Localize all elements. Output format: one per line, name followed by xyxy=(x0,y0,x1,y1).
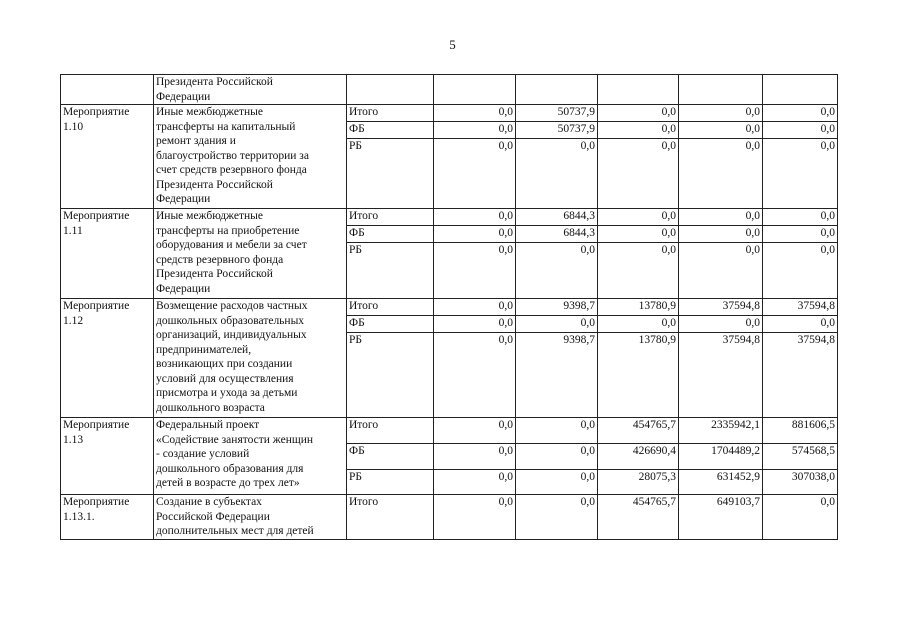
amount-value: 0,0 xyxy=(661,140,676,152)
funding-source: ФБ xyxy=(349,227,365,239)
funding-source: Итого xyxy=(349,106,379,118)
value-cell xyxy=(679,105,763,122)
amount-value: 0,0 xyxy=(580,140,595,152)
description-line: Президента Российской xyxy=(156,178,273,191)
amount-value: 0,0 xyxy=(745,210,760,222)
funding-source: Итого xyxy=(349,419,379,431)
amount-value: 0,0 xyxy=(745,123,760,135)
value-cell xyxy=(763,470,838,495)
funding-source-cell xyxy=(347,122,434,139)
amount-value: 0,0 xyxy=(661,317,676,329)
amount-value: 574568,5 xyxy=(791,445,835,457)
amount-value: 631452,9 xyxy=(716,471,760,483)
value-cell xyxy=(598,333,679,418)
amount-value: 426690,4 xyxy=(632,445,676,457)
amount-value: 0,0 xyxy=(661,244,676,256)
description-line: трансферты на капитальный xyxy=(156,120,296,133)
funding-source-cell xyxy=(347,495,434,540)
value-cell xyxy=(434,495,516,540)
value-cell xyxy=(598,470,679,495)
amount-value: 0,0 xyxy=(661,106,676,118)
amount-value: 0,0 xyxy=(498,317,513,329)
value-cell xyxy=(763,209,838,226)
amount-value: 1704489,2 xyxy=(711,445,760,457)
funding-source-cell xyxy=(347,226,434,243)
table-row xyxy=(61,209,838,226)
description-line: ремонт здания и xyxy=(156,135,236,147)
amount-value: 0,0 xyxy=(820,496,835,508)
activity-label-line: 1.11 xyxy=(63,224,83,237)
value-cell xyxy=(598,122,679,139)
description-line: присмотра и ухода за детьми xyxy=(156,387,298,399)
activity-description-cell xyxy=(154,105,347,209)
description-line: Иные межбюджетные xyxy=(156,210,263,222)
activity-label-line: 1.12 xyxy=(63,314,84,327)
funding-source-cell xyxy=(347,418,434,444)
description-line: дошкольного образования для xyxy=(156,462,304,475)
table-row xyxy=(61,105,838,122)
activity-label-cell xyxy=(61,495,154,540)
activity-description-cell xyxy=(154,495,347,540)
value-cell xyxy=(679,418,763,444)
amount-value: 0,0 xyxy=(580,317,595,329)
amount-value: 0,0 xyxy=(498,123,513,135)
page-number: 5 xyxy=(449,37,456,52)
amount-value: 0,0 xyxy=(820,227,835,239)
funding-source-cell xyxy=(347,316,434,333)
funding-source-cell xyxy=(347,209,434,226)
amount-value: 37594,8 xyxy=(797,300,835,312)
amount-value: 0,0 xyxy=(820,210,835,222)
amount-value: 28075,3 xyxy=(638,471,676,483)
funding-source: ФБ xyxy=(349,123,365,135)
description-line: Федерации xyxy=(156,90,211,103)
value-cell xyxy=(598,316,679,333)
value-cell xyxy=(434,75,516,105)
description-line: Президента Российской xyxy=(156,76,273,88)
source-cell xyxy=(347,75,434,105)
value-cell xyxy=(763,495,838,540)
funding-source: РБ xyxy=(349,471,362,483)
activity-description-cell xyxy=(154,299,347,418)
value-cell xyxy=(679,495,763,540)
value-cell xyxy=(763,444,838,470)
table-row xyxy=(61,299,838,316)
description-line: - создание условий xyxy=(156,448,250,460)
value-cell xyxy=(516,122,598,139)
amount-value: 0,0 xyxy=(498,300,513,312)
activity-description-cell xyxy=(154,75,347,105)
value-cell xyxy=(434,243,516,299)
continuation-row xyxy=(61,75,838,105)
value-cell xyxy=(516,243,598,299)
value-cell xyxy=(516,139,598,209)
value-cell xyxy=(679,470,763,495)
value-cell xyxy=(763,316,838,333)
value-cell xyxy=(598,495,679,540)
funding-source: Итого xyxy=(349,300,379,312)
amount-value: 307038,0 xyxy=(791,471,835,483)
value-cell xyxy=(598,75,679,105)
amount-value: 0,0 xyxy=(498,210,513,222)
value-cell xyxy=(434,209,516,226)
value-cell xyxy=(598,139,679,209)
description-line: Иные межбюджетные xyxy=(156,106,263,118)
value-cell xyxy=(679,333,763,418)
amount-value: 0,0 xyxy=(661,123,676,135)
amount-value: 0,0 xyxy=(820,317,835,329)
budget-table xyxy=(60,74,838,540)
funding-source: РБ xyxy=(349,244,362,256)
value-cell xyxy=(763,333,838,418)
amount-value: 0,0 xyxy=(580,471,595,483)
description-line: оборудования и мебели за счет xyxy=(156,239,307,251)
activity-description-cell xyxy=(154,209,347,299)
description-line: возникающих при создании xyxy=(156,358,293,370)
description-line: Федеральный проект xyxy=(156,419,260,431)
description-line: трансферты на приобретение xyxy=(156,224,300,237)
amount-value: 0,0 xyxy=(498,445,513,457)
value-cell xyxy=(763,299,838,316)
funding-source: РБ xyxy=(349,334,362,346)
description-line: Возмещение расходов частных xyxy=(156,300,308,312)
value-cell xyxy=(516,470,598,495)
value-cell xyxy=(763,105,838,122)
value-cell xyxy=(598,243,679,299)
value-cell xyxy=(434,105,516,122)
value-cell xyxy=(516,299,598,316)
funding-source: РБ xyxy=(349,140,362,152)
value-cell xyxy=(434,122,516,139)
description-line: счет средств резервного фонда xyxy=(156,164,307,176)
amount-value: 649103,7 xyxy=(716,496,760,508)
amount-value: 50737,9 xyxy=(557,123,595,135)
funding-source-cell xyxy=(347,299,434,316)
table-row xyxy=(61,495,838,540)
funding-source: Итого xyxy=(349,496,379,508)
value-cell xyxy=(598,105,679,122)
amount-value: 37594,8 xyxy=(722,334,760,346)
amount-value: 0,0 xyxy=(580,496,595,508)
funding-source-cell xyxy=(347,243,434,299)
amount-value: 0,0 xyxy=(745,244,760,256)
description-line: Президента Российской xyxy=(156,268,273,280)
amount-value: 0,0 xyxy=(745,317,760,329)
amount-value: 0,0 xyxy=(745,140,760,152)
value-cell xyxy=(516,418,598,444)
value-cell xyxy=(598,418,679,444)
amount-value: 0,0 xyxy=(820,244,835,256)
description-line: дошкольного возраста xyxy=(156,401,265,414)
amount-value: 0,0 xyxy=(661,227,676,239)
amount-value: 9398,7 xyxy=(563,334,595,346)
value-cell xyxy=(763,243,838,299)
description-line: дошкольных образовательных xyxy=(156,314,305,327)
amount-value: 37594,8 xyxy=(722,300,760,312)
amount-value: 13780,9 xyxy=(638,300,676,312)
description-line: средств резервного фонда xyxy=(156,253,284,266)
value-cell xyxy=(516,105,598,122)
amount-value: 0,0 xyxy=(745,227,760,239)
value-cell xyxy=(598,209,679,226)
funding-source-cell xyxy=(347,444,434,470)
activity-label-cell xyxy=(61,209,154,299)
amount-value: 0,0 xyxy=(498,227,513,239)
activity-label-line: Мероприятие xyxy=(63,419,130,431)
value-cell xyxy=(679,243,763,299)
amount-value: 0,0 xyxy=(580,445,595,457)
activity-label-line: 1.10 xyxy=(63,120,84,133)
activity-label-line: Мероприятие xyxy=(63,300,130,312)
activity-label-cell xyxy=(61,105,154,209)
value-cell xyxy=(516,444,598,470)
value-cell xyxy=(679,209,763,226)
value-cell xyxy=(434,316,516,333)
description-line: Российской Федерации xyxy=(156,510,270,523)
description-line: предпринимателей, xyxy=(156,343,252,356)
amount-value: 6844,3 xyxy=(563,227,595,239)
budget-table-body xyxy=(61,75,838,540)
funding-source-cell xyxy=(347,105,434,122)
funding-source: ФБ xyxy=(349,317,365,329)
description-line: дополнительных мест для детей xyxy=(156,525,314,537)
activity-label-line: Мероприятие xyxy=(63,106,130,118)
amount-value: 0,0 xyxy=(580,419,595,431)
value-cell xyxy=(434,333,516,418)
value-cell xyxy=(516,495,598,540)
amount-value: 0,0 xyxy=(498,140,513,152)
table-row xyxy=(61,418,838,444)
amount-value: 0,0 xyxy=(820,123,835,135)
value-cell xyxy=(763,75,838,105)
funding-source-cell xyxy=(347,470,434,495)
description-line: условий для осуществления xyxy=(156,372,294,385)
description-line: Федерации xyxy=(156,282,211,295)
value-cell xyxy=(434,418,516,444)
amount-value: 0,0 xyxy=(498,496,513,508)
value-cell xyxy=(679,75,763,105)
funding-source-cell xyxy=(347,139,434,209)
value-cell xyxy=(679,444,763,470)
value-cell xyxy=(679,316,763,333)
value-cell xyxy=(516,226,598,243)
amount-value: 37594,8 xyxy=(797,334,835,346)
description-line: Федерации xyxy=(156,193,211,205)
value-cell xyxy=(434,299,516,316)
amount-value: 0,0 xyxy=(498,334,513,346)
amount-value: 9398,7 xyxy=(563,300,595,312)
activity-label-line: 1.13.1. xyxy=(63,510,95,523)
value-cell xyxy=(434,470,516,495)
activity-label-line: 1.13 xyxy=(63,433,84,446)
value-cell xyxy=(516,75,598,105)
amount-value: 13780,9 xyxy=(638,334,676,346)
activity-label-line: Мероприятие xyxy=(63,496,130,508)
value-cell xyxy=(679,122,763,139)
description-line: организаций, индивидуальных xyxy=(156,329,307,341)
funding-source: Итого xyxy=(349,210,379,222)
funding-source-cell xyxy=(347,333,434,418)
activity-label-line: Мероприятие xyxy=(63,210,130,222)
amount-value: 881606,5 xyxy=(791,419,835,431)
value-cell xyxy=(679,139,763,209)
amount-value: 0,0 xyxy=(745,106,760,118)
amount-value: 0,0 xyxy=(498,244,513,256)
amount-value: 454765,7 xyxy=(632,496,676,508)
description-line: детей в возрасте до трех лет» xyxy=(156,477,300,489)
value-cell xyxy=(763,122,838,139)
value-cell xyxy=(598,444,679,470)
activity-description-cell xyxy=(154,418,347,495)
description-line: благоустройство территории за xyxy=(156,149,309,162)
value-cell xyxy=(598,226,679,243)
value-cell xyxy=(516,209,598,226)
value-cell xyxy=(763,226,838,243)
amount-value: 0,0 xyxy=(580,244,595,256)
value-cell xyxy=(434,226,516,243)
activity-label-cell xyxy=(61,299,154,418)
amount-value: 6844,3 xyxy=(563,210,595,222)
value-cell xyxy=(516,316,598,333)
value-cell xyxy=(763,418,838,444)
value-cell xyxy=(434,444,516,470)
amount-value: 0,0 xyxy=(498,471,513,483)
value-cell xyxy=(763,139,838,209)
amount-value: 0,0 xyxy=(820,106,835,118)
amount-value: 0,0 xyxy=(661,210,676,222)
description-line: Создание в субъектах xyxy=(156,496,262,508)
funding-source: ФБ xyxy=(349,445,365,457)
amount-value: 50737,9 xyxy=(557,106,595,118)
amount-value: 0,0 xyxy=(498,106,513,118)
amount-value: 0,0 xyxy=(498,419,513,431)
amount-value: 0,0 xyxy=(820,140,835,152)
value-cell xyxy=(516,333,598,418)
activity-label-cell xyxy=(61,75,154,105)
amount-value: 454765,7 xyxy=(632,419,676,431)
description-line: «Содействие занятости женщин xyxy=(156,433,314,446)
activity-label-cell xyxy=(61,418,154,495)
value-cell xyxy=(434,139,516,209)
value-cell xyxy=(679,226,763,243)
value-cell xyxy=(679,299,763,316)
value-cell xyxy=(598,299,679,316)
amount-value: 2335942,1 xyxy=(711,419,760,431)
